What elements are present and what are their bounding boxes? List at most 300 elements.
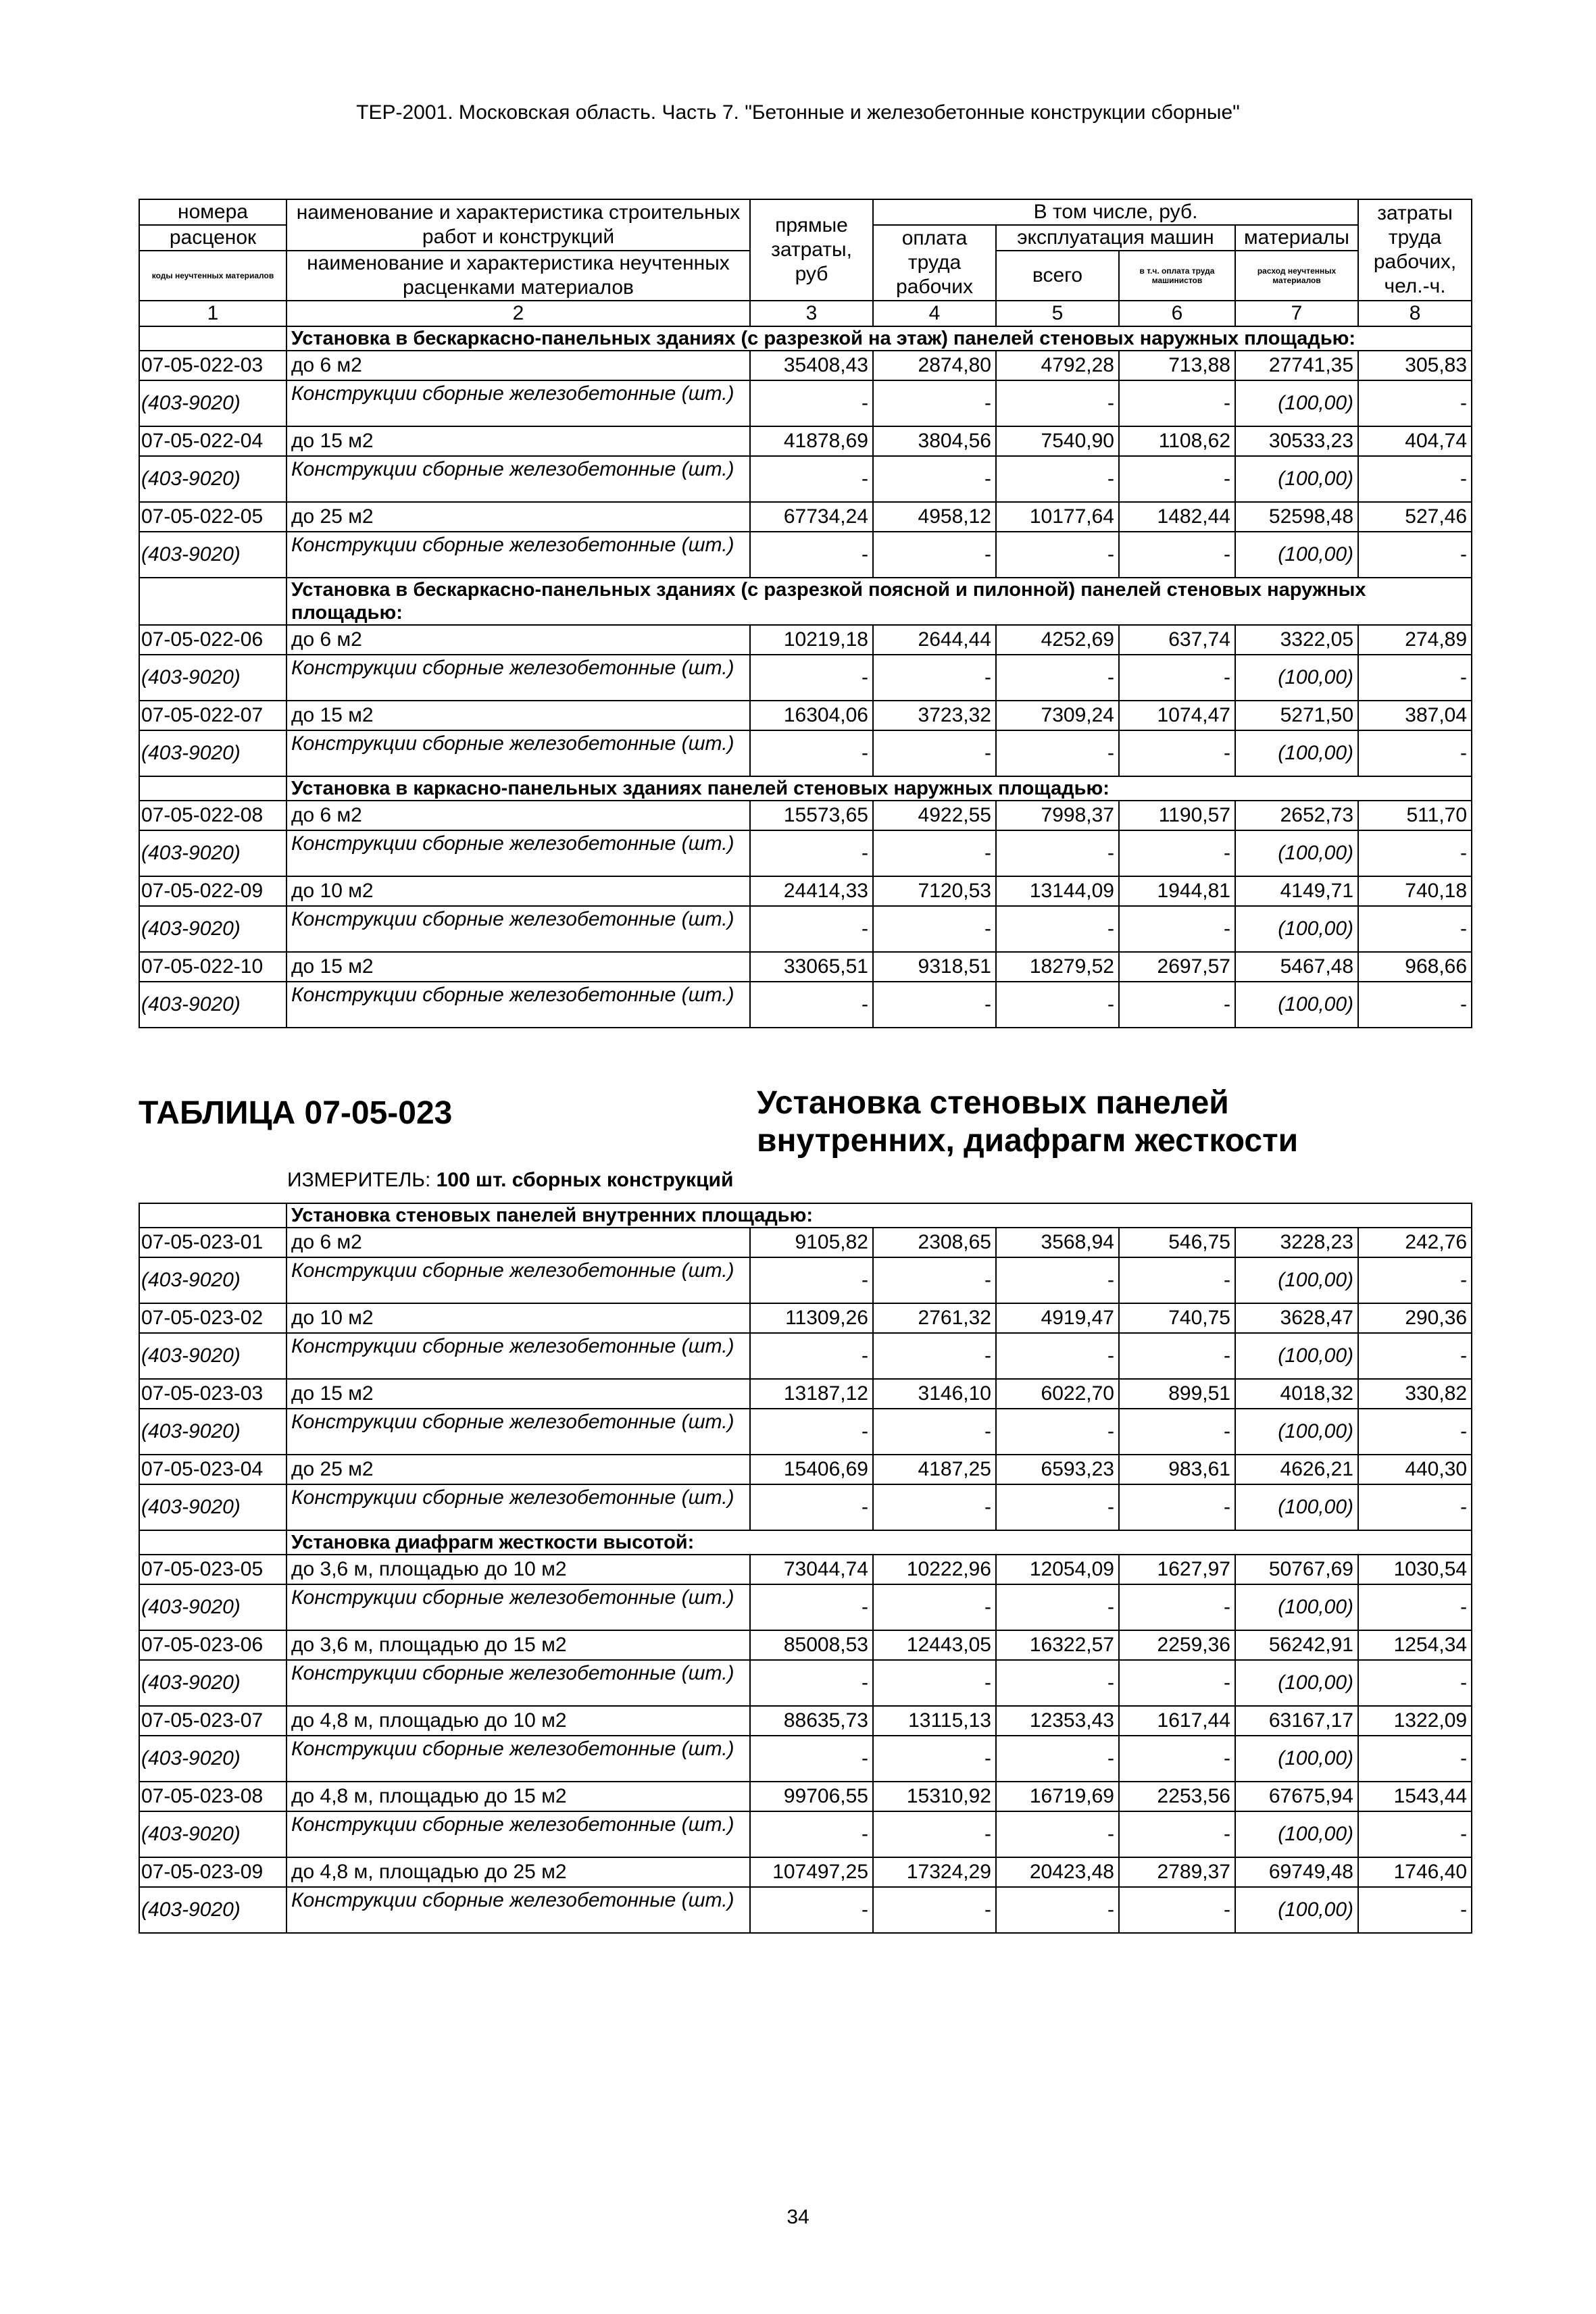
table-row <box>139 426 1472 456</box>
dash-cell: - <box>996 1660 1119 1706</box>
dash-cell: - <box>750 1736 873 1782</box>
machines-total: 12054,09 <box>996 1555 1119 1584</box>
table-row <box>139 952 1472 982</box>
material-code: (403-9020) <box>139 1333 286 1379</box>
dash-cell: - <box>750 1333 873 1379</box>
labor-hours: 740,18 <box>1358 876 1472 906</box>
labor-wages: 15310,92 <box>873 1782 996 1811</box>
work-name: до 15 м2 <box>286 426 750 456</box>
table-row <box>139 1630 1472 1660</box>
col-number: 7 <box>1235 301 1358 326</box>
material-code: (403-9020) <box>139 532 286 578</box>
col-3-header: прямые затраты, руб <box>750 199 873 301</box>
material-row <box>139 1484 1472 1530</box>
dash-cell: - <box>750 1811 873 1857</box>
table-row <box>139 502 1472 532</box>
material-code: (403-9020) <box>139 1736 286 1782</box>
labor-hours: 404,74 <box>1358 426 1472 456</box>
material-row <box>139 1584 1472 1630</box>
direct-costs: 35408,43 <box>750 351 873 380</box>
material-code: (403-9020) <box>139 830 286 876</box>
dash-cell: - <box>1119 1811 1235 1857</box>
material-name: Конструкции сборные железобетонные (шт.) <box>286 1660 750 1706</box>
dash-cell: - <box>1358 1660 1472 1706</box>
rate-code: 07-05-023-07 <box>139 1706 286 1736</box>
dash-cell: - <box>996 1409 1119 1455</box>
material-name: Конструкции сборные железобетонные (шт.) <box>286 456 750 502</box>
dash-cell: - <box>873 1257 996 1303</box>
material-code: (403-9020) <box>139 655 286 701</box>
col-number: 3 <box>750 301 873 326</box>
dash-cell: - <box>1119 655 1235 701</box>
page-number: 34 <box>787 2206 809 2228</box>
col-6-header: в т.ч. оплата труда машинистов <box>1119 251 1235 301</box>
labor-wages: 7120,53 <box>873 876 996 906</box>
labor-hours: 968,66 <box>1358 952 1472 982</box>
labor-wages: 3723,32 <box>873 701 996 730</box>
dash-cell: - <box>873 532 996 578</box>
rate-code: 07-05-022-04 <box>139 426 286 456</box>
dash-cell: - <box>1358 1887 1472 1933</box>
materials-cost: 5467,48 <box>1235 952 1358 982</box>
materials-cost: 4626,21 <box>1235 1455 1358 1484</box>
labor-hours: 1322,09 <box>1358 1706 1472 1736</box>
dash-cell: - <box>1358 1333 1472 1379</box>
dash-cell: - <box>873 830 996 876</box>
col-5-header: всего <box>996 251 1119 301</box>
dash-cell: - <box>996 830 1119 876</box>
work-name: до 10 м2 <box>286 876 750 906</box>
operator-wages: 2697,57 <box>1119 952 1235 982</box>
material-qty: (100,00) <box>1235 1333 1358 1379</box>
direct-costs: 9105,82 <box>750 1228 873 1257</box>
machines-total: 6593,23 <box>996 1455 1119 1484</box>
col-1-header-bot: коды неучтенных материалов <box>139 251 286 301</box>
dash-cell: - <box>1119 1736 1235 1782</box>
labor-hours: 1746,40 <box>1358 1857 1472 1887</box>
dash-cell: - <box>873 1333 996 1379</box>
labor-hours: 1543,44 <box>1358 1782 1472 1811</box>
operator-wages: 1617,44 <box>1119 1706 1235 1736</box>
work-name: до 15 м2 <box>286 952 750 982</box>
material-qty: (100,00) <box>1235 1409 1358 1455</box>
material-row <box>139 380 1472 426</box>
operator-wages: 637,74 <box>1119 625 1235 655</box>
rate-code: 07-05-022-03 <box>139 351 286 380</box>
material-row <box>139 1736 1472 1782</box>
direct-costs: 88635,73 <box>750 1706 873 1736</box>
dash-cell: - <box>1119 1660 1235 1706</box>
materials-cost: 52598,48 <box>1235 502 1358 532</box>
operator-wages: 740,75 <box>1119 1303 1235 1333</box>
labor-wages: 9318,51 <box>873 952 996 982</box>
material-name: Конструкции сборные железобетонные (шт.) <box>286 1736 750 1782</box>
direct-costs: 10219,18 <box>750 625 873 655</box>
labor-wages: 2761,32 <box>873 1303 996 1333</box>
dash-cell: - <box>873 1736 996 1782</box>
direct-costs: 24414,33 <box>750 876 873 906</box>
rate-code: 07-05-023-06 <box>139 1630 286 1660</box>
col-2-header-bot: наименование и характеристика неучтенных расценками материалов <box>286 251 750 301</box>
dash-cell: - <box>996 1484 1119 1530</box>
material-row <box>139 1887 1472 1933</box>
dash-cell: - <box>750 380 873 426</box>
dash-cell: - <box>1119 532 1235 578</box>
operator-wages: 1944,81 <box>1119 876 1235 906</box>
section-title: Установка стеновых панелей внутренних площадью: <box>286 1203 1472 1228</box>
col-number: 5 <box>996 301 1119 326</box>
dash-cell: - <box>1119 1887 1235 1933</box>
table-row <box>139 1555 1472 1584</box>
dash-cell: - <box>1358 1257 1472 1303</box>
labor-wages: 2308,65 <box>873 1228 996 1257</box>
material-code: (403-9020) <box>139 1584 286 1630</box>
group-header: В том числе, руб. <box>873 199 1358 225</box>
table-title: Установка стеновых панелей внутренних, диафрагм жесткости <box>757 1085 1299 1159</box>
material-name: Конструкции сборные железобетонные (шт.) <box>286 906 750 952</box>
operator-wages: 1074,47 <box>1119 701 1235 730</box>
operator-wages: 2253,56 <box>1119 1782 1235 1811</box>
work-name: до 3,6 м, площадью до 15 м2 <box>286 1630 750 1660</box>
material-row <box>139 830 1472 876</box>
material-qty: (100,00) <box>1235 906 1358 952</box>
section-title: Установка в бескаркасно-панельных зданиях (с разрезкой на этаж) панелей стеновых наружных площадью: <box>286 326 1472 351</box>
work-name: до 25 м2 <box>286 1455 750 1484</box>
dash-cell: - <box>1358 1736 1472 1782</box>
materials-cost: 3322,05 <box>1235 625 1358 655</box>
labor-wages: 4922,55 <box>873 801 996 830</box>
operator-wages: 546,75 <box>1119 1228 1235 1257</box>
table-row <box>139 351 1472 380</box>
dash-cell: - <box>750 1660 873 1706</box>
dash-cell: - <box>1358 456 1472 502</box>
dash-cell: - <box>873 1887 996 1933</box>
section-spacer <box>139 1530 286 1555</box>
labor-wages: 2644,44 <box>873 625 996 655</box>
machines-total: 4792,28 <box>996 351 1119 380</box>
rates-table-07-05-022 <box>139 199 1472 1028</box>
labor-hours: 290,36 <box>1358 1303 1472 1333</box>
section-row <box>139 776 1472 801</box>
dash-cell: - <box>996 1736 1119 1782</box>
material-qty: (100,00) <box>1235 380 1358 426</box>
section-spacer <box>139 326 286 351</box>
material-name: Конструкции сборные железобетонные (шт.) <box>286 380 750 426</box>
table-label: ТАБЛИЦА 07-05-023 <box>139 1095 453 1131</box>
dash-cell: - <box>996 1584 1119 1630</box>
material-row <box>139 1409 1472 1455</box>
material-row <box>139 655 1472 701</box>
material-row <box>139 1811 1472 1857</box>
materials-cost: 3628,47 <box>1235 1303 1358 1333</box>
labor-wages: 4187,25 <box>873 1455 996 1484</box>
dash-cell: - <box>873 906 996 952</box>
operator-wages: 1627,97 <box>1119 1555 1235 1584</box>
operator-wages: 983,61 <box>1119 1455 1235 1484</box>
table-body <box>139 1203 1472 1933</box>
material-name: Конструкции сборные железобетонные (шт.) <box>286 1887 750 1933</box>
dash-cell: - <box>1358 1409 1472 1455</box>
operator-wages: 2789,37 <box>1119 1857 1235 1887</box>
rate-code: 07-05-023-01 <box>139 1228 286 1257</box>
dash-cell: - <box>1119 982 1235 1028</box>
direct-costs: 13187,12 <box>750 1379 873 1409</box>
col-number: 4 <box>873 301 996 326</box>
machines-total: 7540,90 <box>996 426 1119 456</box>
table-header <box>139 199 1472 326</box>
col-1-header-mid: расценок <box>139 225 286 251</box>
machines-total: 16322,57 <box>996 1630 1119 1660</box>
machines-total: 3568,94 <box>996 1228 1119 1257</box>
dash-cell: - <box>1358 532 1472 578</box>
dash-cell: - <box>1358 830 1472 876</box>
dash-cell: - <box>996 1811 1119 1857</box>
dash-cell: - <box>750 1484 873 1530</box>
dash-cell: - <box>873 1584 996 1630</box>
table-row <box>139 801 1472 830</box>
materials-cost: 2652,73 <box>1235 801 1358 830</box>
dash-cell: - <box>750 456 873 502</box>
document-title: ТЕР-2001. Московская область. Часть 7. "Бетонные и железобетонные конструкции сборные" <box>356 101 1240 124</box>
labor-hours: 387,04 <box>1358 701 1472 730</box>
operator-wages: 1482,44 <box>1119 502 1235 532</box>
materials-cost: 4149,71 <box>1235 876 1358 906</box>
section-row <box>139 1530 1472 1555</box>
dash-cell: - <box>996 1257 1119 1303</box>
dash-cell: - <box>1358 1584 1472 1630</box>
dash-cell: - <box>1358 380 1472 426</box>
materials-cost: 3228,23 <box>1235 1228 1358 1257</box>
col-number: 6 <box>1119 301 1235 326</box>
dash-cell: - <box>750 830 873 876</box>
rate-code: 07-05-023-05 <box>139 1555 286 1584</box>
dash-cell: - <box>996 380 1119 426</box>
work-name: до 4,8 м, площадью до 10 м2 <box>286 1706 750 1736</box>
dash-cell: - <box>750 655 873 701</box>
labor-hours: 305,83 <box>1358 351 1472 380</box>
work-name: до 15 м2 <box>286 1379 750 1409</box>
col-7-header: расход неучтенных материалов <box>1235 251 1358 301</box>
material-row <box>139 1660 1472 1706</box>
materials-group-header: материалы <box>1235 225 1358 251</box>
work-name: до 6 м2 <box>286 625 750 655</box>
dash-cell: - <box>1119 906 1235 952</box>
dash-cell: - <box>1358 906 1472 952</box>
section-spacer <box>139 776 286 801</box>
materials-cost: 56242,91 <box>1235 1630 1358 1660</box>
material-qty: (100,00) <box>1235 532 1358 578</box>
labor-wages: 2874,80 <box>873 351 996 380</box>
section-row <box>139 326 1472 351</box>
material-name: Конструкции сборные железобетонные (шт.) <box>286 730 750 776</box>
material-qty: (100,00) <box>1235 1660 1358 1706</box>
materials-cost: 63167,17 <box>1235 1706 1358 1736</box>
machines-total: 12353,43 <box>996 1706 1119 1736</box>
dash-cell: - <box>1119 456 1235 502</box>
section-spacer <box>139 578 286 625</box>
materials-cost: 5271,50 <box>1235 701 1358 730</box>
dash-cell: - <box>996 1887 1119 1933</box>
dash-cell: - <box>996 982 1119 1028</box>
dash-cell: - <box>1358 730 1472 776</box>
dash-cell: - <box>750 1257 873 1303</box>
dash-cell: - <box>996 655 1119 701</box>
measure-unit-prefix: ИЗМЕРИТЕЛЬ: <box>287 1169 431 1191</box>
material-code: (403-9020) <box>139 730 286 776</box>
table-body <box>139 326 1472 1028</box>
direct-costs: 16304,06 <box>750 701 873 730</box>
dash-cell: - <box>750 532 873 578</box>
material-qty: (100,00) <box>1235 730 1358 776</box>
material-code: (403-9020) <box>139 1660 286 1706</box>
labor-hours: 1254,34 <box>1358 1630 1472 1660</box>
operator-wages: 1190,57 <box>1119 801 1235 830</box>
dash-cell: - <box>1358 1811 1472 1857</box>
dash-cell: - <box>1119 1333 1235 1379</box>
machines-total: 4919,47 <box>996 1303 1119 1333</box>
rate-code: 07-05-022-09 <box>139 876 286 906</box>
labor-wages: 3804,56 <box>873 426 996 456</box>
direct-costs: 15406,69 <box>750 1455 873 1484</box>
table-row <box>139 1303 1472 1333</box>
dash-cell: - <box>1119 1584 1235 1630</box>
dash-cell: - <box>873 1409 996 1455</box>
dash-cell: - <box>996 456 1119 502</box>
dash-cell: - <box>750 906 873 952</box>
material-code: (403-9020) <box>139 1887 286 1933</box>
table-row <box>139 625 1472 655</box>
machines-total: 13144,09 <box>996 876 1119 906</box>
machines-total: 18279,52 <box>996 952 1119 982</box>
rate-code: 07-05-022-05 <box>139 502 286 532</box>
work-name: до 15 м2 <box>286 701 750 730</box>
direct-costs: 41878,69 <box>750 426 873 456</box>
dash-cell: - <box>750 1409 873 1455</box>
dash-cell: - <box>873 1484 996 1530</box>
machines-total: 7998,37 <box>996 801 1119 830</box>
material-name: Конструкции сборные железобетонные (шт.) <box>286 1257 750 1303</box>
machines-total: 7309,24 <box>996 701 1119 730</box>
dash-cell: - <box>1358 1484 1472 1530</box>
rate-code: 07-05-022-10 <box>139 952 286 982</box>
material-qty: (100,00) <box>1235 1584 1358 1630</box>
material-name: Конструкции сборные железобетонные (шт.) <box>286 1484 750 1530</box>
material-row <box>139 456 1472 502</box>
labor-wages: 12443,05 <box>873 1630 996 1660</box>
dash-cell: - <box>1119 1257 1235 1303</box>
work-name: до 6 м2 <box>286 801 750 830</box>
direct-costs: 67734,24 <box>750 502 873 532</box>
material-code: (403-9020) <box>139 906 286 952</box>
machines-total: 6022,70 <box>996 1379 1119 1409</box>
dash-cell: - <box>750 1887 873 1933</box>
material-code: (403-9020) <box>139 1811 286 1857</box>
labor-hours: 242,76 <box>1358 1228 1472 1257</box>
direct-costs: 15573,65 <box>750 801 873 830</box>
material-row <box>139 906 1472 952</box>
work-name: до 4,8 м, площадью до 15 м2 <box>286 1782 750 1811</box>
section-row <box>139 578 1472 625</box>
rate-code: 07-05-023-09 <box>139 1857 286 1887</box>
material-qty: (100,00) <box>1235 1887 1358 1933</box>
labor-wages: 4958,12 <box>873 502 996 532</box>
dash-cell: - <box>996 906 1119 952</box>
material-qty: (100,00) <box>1235 1736 1358 1782</box>
materials-cost: 30533,23 <box>1235 426 1358 456</box>
material-name: Конструкции сборные железобетонные (шт.) <box>286 830 750 876</box>
material-row <box>139 1257 1472 1303</box>
dash-cell: - <box>873 1811 996 1857</box>
materials-cost: 50767,69 <box>1235 1555 1358 1584</box>
col-2-header-top: наименование и характеристика строительных работ и конструкций <box>286 199 750 251</box>
table-row <box>139 1379 1472 1409</box>
rate-code: 07-05-023-03 <box>139 1379 286 1409</box>
dash-cell: - <box>1358 982 1472 1028</box>
rate-code: 07-05-022-08 <box>139 801 286 830</box>
col-4-header: оплата труда рабочих <box>873 225 996 301</box>
material-code: (403-9020) <box>139 1409 286 1455</box>
labor-hours: 440,30 <box>1358 1455 1472 1484</box>
material-row <box>139 730 1472 776</box>
direct-costs: 73044,74 <box>750 1555 873 1584</box>
table-row <box>139 876 1472 906</box>
materials-cost: 69749,48 <box>1235 1857 1358 1887</box>
work-name: до 6 м2 <box>286 351 750 380</box>
machines-total: 4252,69 <box>996 625 1119 655</box>
material-qty: (100,00) <box>1235 1257 1358 1303</box>
material-row <box>139 982 1472 1028</box>
work-name: до 3,6 м, площадью до 10 м2 <box>286 1555 750 1584</box>
col-number: 8 <box>1358 301 1472 326</box>
operator-wages: 899,51 <box>1119 1379 1235 1409</box>
labor-wages: 17324,29 <box>873 1857 996 1887</box>
dash-cell: - <box>1119 830 1235 876</box>
machines-total: 20423,48 <box>996 1857 1119 1887</box>
dash-cell: - <box>873 730 996 776</box>
material-qty: (100,00) <box>1235 456 1358 502</box>
material-qty: (100,00) <box>1235 655 1358 701</box>
labor-hours: 274,89 <box>1358 625 1472 655</box>
work-name: до 4,8 м, площадью до 25 м2 <box>286 1857 750 1887</box>
section-title: Установка диафрагм жесткости высотой: <box>286 1530 1472 1555</box>
material-row <box>139 532 1472 578</box>
table-row <box>139 1706 1472 1736</box>
dash-cell: - <box>873 655 996 701</box>
machines-total: 16719,69 <box>996 1782 1119 1811</box>
labor-hours: 511,70 <box>1358 801 1472 830</box>
labor-hours: 1030,54 <box>1358 1555 1472 1584</box>
section-title: Установка в бескаркасно-панельных зданиях (с разрезкой поясной и пилонной) панелей стеновых наружных площадью: <box>286 578 1472 625</box>
material-code: (403-9020) <box>139 456 286 502</box>
labor-wages: 10222,96 <box>873 1555 996 1584</box>
section-row <box>139 1203 1472 1228</box>
dash-cell: - <box>750 982 873 1028</box>
dash-cell: - <box>873 456 996 502</box>
direct-costs: 107497,25 <box>750 1857 873 1887</box>
material-name: Конструкции сборные железобетонные (шт.) <box>286 1409 750 1455</box>
work-name: до 6 м2 <box>286 1228 750 1257</box>
table-row <box>139 1228 1472 1257</box>
dash-cell: - <box>996 730 1119 776</box>
labor-hours: 527,46 <box>1358 502 1472 532</box>
material-qty: (100,00) <box>1235 830 1358 876</box>
dash-cell: - <box>1119 730 1235 776</box>
direct-costs: 99706,55 <box>750 1782 873 1811</box>
labor-wages: 13115,13 <box>873 1706 996 1736</box>
direct-costs: 11309,26 <box>750 1303 873 1333</box>
material-row <box>139 1333 1472 1379</box>
material-code: (403-9020) <box>139 982 286 1028</box>
